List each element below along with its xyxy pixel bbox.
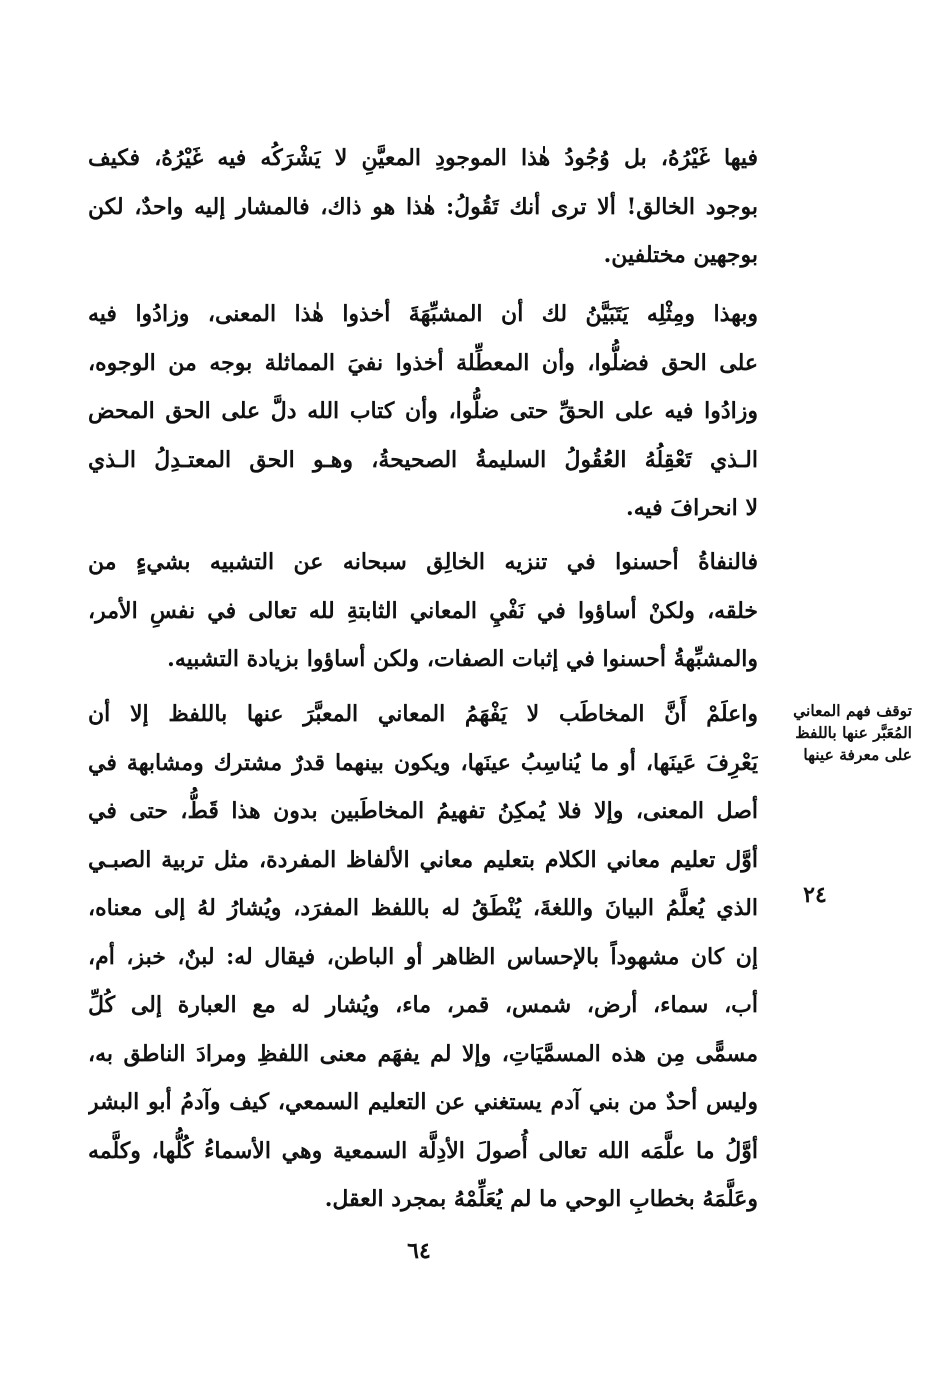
text-line: أوَّل تعليم معاني الكلام بتعليم معاني الألفاظ المفردة، مثل تربية الصبـي	[88, 846, 758, 873]
text-line: الـذي تَعْقِلُهُ العُقُولُ السليمةُ الصحيحةُ، وهـو الحق المعتـدِلُ الـذي	[88, 446, 758, 473]
text-line: وليس أحدٌ من بني آدم يستغني عن التعليم السمعي، كيف وآدمُ أبو البشر	[88, 1089, 758, 1115]
text-line: يَعْرِفَ عَينَها، أو ما يُناسِبُ عينَها، ويكون بينهما قدرٌ مشترك ومشابهة في	[88, 749, 758, 776]
text-line: وبهذا ومِثْلِه يَتَبَيَّنُ لك أن المشبِّهَةَ أخذوا هٰذا المعنى، وزادُوا فيه	[88, 301, 758, 327]
text-line: أوَّلُ ما علَّمَه الله تعالى أُصولَ الأدِلَّة السمعية وهي الأسماءُ كُلُّها، وكلَّمه	[88, 1137, 758, 1164]
margin-note-line: توقف فهم المعاني	[793, 701, 912, 720]
paragraph-2	[88, 290, 758, 533]
text-line: أصل المعنى، وإلا فلا يُمكِنُ تفهيمُ المخاطَبين بدون هذا قَطُّ، حتى في	[88, 798, 758, 824]
text-line: وزادُوا فيه على الحقِّ حتى ضلُّوا، وأن كتاب الله دلَّ على الحق المحض	[88, 398, 758, 424]
text-line: إن كان مشهوداً بالإحساس الظاهر أو الباطن، فيقال له: لبنٌ، خبز، أم،	[88, 943, 758, 970]
text-line: وعَلَّمَهُ بخطابِ الوحي ما لم يُعَلِّمْهُ بمجرد العقل.	[324, 1186, 758, 1212]
text-line: مسمًّى مِن هذه المسمَّيَاتِ، وإلا لم يفهَم معنى اللفظِ ومرادَ الناطق به،	[88, 1040, 758, 1067]
text-line: والمشبِّهةُ أحسنوا في إثبات الصفات، ولكن أساؤوا بزيادة التشبيه.	[167, 646, 758, 672]
text-line: بوجهين مختلفين.	[603, 242, 758, 268]
text-line: على الحق فضلُّوا، وأن المعطِّلة أخذوا نفيَ المماثلة بوجه من الوجوه،	[88, 349, 758, 376]
text-line: فالنفاةُ أحسنوا في تنزيه الخالِق سبحانه عن التشبيه بشيءٍ من	[88, 549, 758, 575]
text-line: الذي يُعلَّمُ البيانَ واللغةَ، يُنْطَقُ له باللفظ المفرَد، ويُشارُ لهُ إلى معناه،	[88, 895, 758, 921]
text-line: خلقه، ولكنْ أساؤوا في نَفْيِ المعاني الثابتةِ لله تعالى في نفسِ الأمر،	[88, 597, 758, 624]
text-line: بوجود الخالق! ألا ترى أنك تَقُولُ: هٰذا هو ذاك، فالمشار إليه واحدٌ، لكن	[88, 193, 758, 220]
margin-note	[778, 700, 912, 766]
paragraph-1	[88, 134, 758, 280]
text-line: أب، سماء، أرض، شمس، قمر، ماء، ويُشار له مع العبارة إلى كُلِّ	[88, 992, 758, 1018]
paragraph-3	[88, 538, 758, 684]
page-number: ٦٤	[407, 1238, 431, 1264]
paragraph-4	[88, 690, 758, 1224]
text-line: فيها غَيْرُهُ، بل وُجُودُ هٰذا الموجودِ المعيَّنِ لا يَشْرَكُه فيه غَيْرُهُ، فكيف	[88, 145, 758, 171]
text-line: واعلَمْ أَنَّ المخاطَب لا يَفْهَمُ المعاني المعبَّرَ عنها باللفظ إلا أن	[88, 701, 758, 727]
text-line: لا انحرافَ فيه.	[626, 495, 758, 521]
marginal-number: ٢٤	[803, 882, 827, 908]
margin-note-line: المُعَبَّر عنها باللفظ	[795, 723, 912, 742]
margin-note-line: على معرفة عينها	[803, 745, 912, 764]
